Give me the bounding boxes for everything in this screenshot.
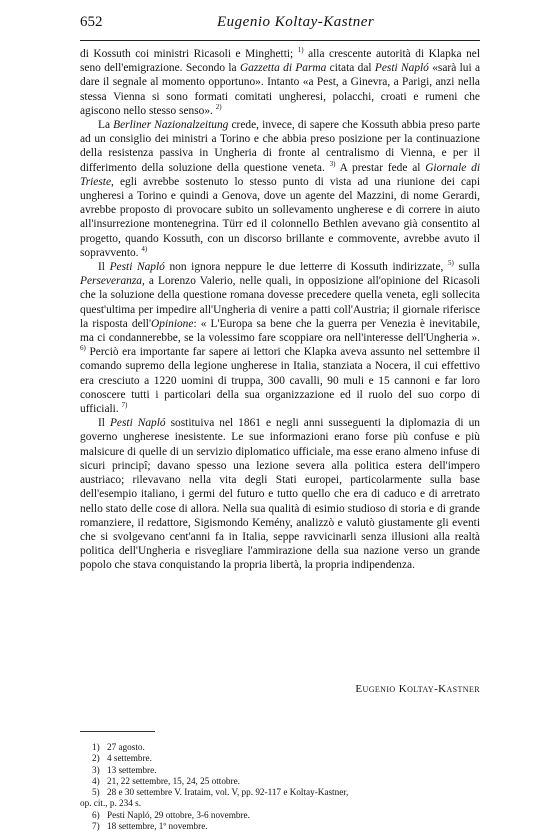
text-run: La <box>98 119 114 132</box>
footnote-ref: 7) <box>121 401 128 410</box>
footnote-ref: 2) <box>215 103 222 112</box>
text-run: «sarà lui a dare il segnale al momento opportuno». Intanto «a Pest, a Ginevra, a Parigi, anzi nella stessa Vienna si sono formati comitati ungheresi, polacchi, croati e rumeni che agiscono nello stesso senso». <box>80 62 480 117</box>
text-run: A prestar fede al <box>335 161 426 174</box>
italic-text: Pesti Napló <box>109 417 166 430</box>
footnote-ref: 6) <box>80 344 86 353</box>
paragraph <box>80 260 480 416</box>
footnote-text: 18 settembre, 1º novembre. <box>107 821 208 832</box>
footnote <box>80 776 480 787</box>
footnote-number: 2) <box>92 753 100 764</box>
italic-text: Pesti Napló <box>109 261 165 274</box>
footnote-text: Pesti Napló, 29 ottobre, 3-6 novembre. <box>107 809 250 820</box>
paragraph <box>80 47 480 118</box>
page-number: 652 <box>80 14 103 30</box>
author-signature: Eugenio Koltay-Kastner <box>355 683 480 695</box>
text-run: citata dal <box>326 62 375 75</box>
text-run: , a Lorenzo Valerio, nelle quali, in opposizione all'opinione del Ricasoli che la soluzione della questione romana dovesse precedere quella veneta, egli sollecita quest'ultima per impedire all'Ungheria di venire a patti coll'Austria; il giornale riferisce la risposta dell' <box>80 275 480 330</box>
footnote-continuation: op. cit., p. 234 s. <box>80 798 141 809</box>
text-run: di Kossuth coi ministri Ricasoli e Minghetti; <box>80 48 298 60</box>
italic-text: Gazzetta di Parma <box>239 62 327 75</box>
text-run: Il <box>98 261 110 274</box>
italic-text: Giornale di Trieste <box>80 161 480 188</box>
footnote <box>80 742 480 753</box>
text-run: sulla <box>453 261 480 274</box>
italic-text: Berliner Nazionalzeitung <box>113 119 229 132</box>
text-run: non ignora neppure le due letterre di Kossuth indirizzate, <box>164 261 448 274</box>
text-run: Il <box>98 417 110 430</box>
footnote-ref: 3) <box>329 159 336 168</box>
footnote-number: 5) <box>92 787 100 798</box>
paragraph <box>80 416 480 572</box>
footnote-number: 4) <box>92 775 100 786</box>
page-header <box>80 14 480 34</box>
text-run: crede, invece, di sapere che Kossuth abbia preso parte ad un consiglio dei ministri a Torino e che abbia preso posizione per la continuazione della resistenza passiva in Ungheria di fronte al centralismo di Vienna, e per il differimento della soluzione della questione veneta. <box>80 119 480 174</box>
paragraph <box>80 118 480 260</box>
header-rule <box>80 40 480 41</box>
text-run: Perciò era importante far sapere ai lettori che Klapka aveva assunto nel settembre il comando supremo della legione ungherese in Italia, stanziata a Nocera, il cui effettivo era cresciuto a 1220 uomini di truppa, 300 cavalli, 90 muli e 15 cannoni e far loro conoscere tutti i particolari della sua organizzazione ed il ruolo del suo corpo di ufficiali. <box>80 346 480 416</box>
footnote-number: 7) <box>92 821 100 832</box>
footnote-text: 13 settembre. <box>107 764 157 775</box>
footnote <box>80 753 480 764</box>
text-run: , egli avrebbe sostenuto lo stesso punto di vista ad una riunione dei capi ungheresi a Torino e quindi a Genova, dove un agente del Mazzini, di nome Gerardi, avrebbe proposto di provocare subito un sollevamento ungherese e di correre in aiuto all'insurrezione montenegrina. Türr ed il colonnello Bethlen avevano già consentito al progetto, quando Kossuth, con un discorso brillante e commovente, avrebbe avuto il sopravvento. <box>80 175 480 259</box>
footnote-text: 21, 22 settembre, 15, 24, 25 ottobre. <box>107 775 240 786</box>
text-run: : « L'Europa sa bene che la guerra per Venezia è inevitabile, ma ci condannerebbe, se la volessimo fare scoppiare ora nell'interesse dell'Ungheria ». <box>80 317 480 345</box>
italic-text: Perseveranza <box>80 275 142 288</box>
footnote-ref: 1) <box>297 46 304 55</box>
footnote-text: 28 e 30 settembre V. Irataim, vol. V, pp. 92-117 e Koltay-Kastner, <box>107 787 349 798</box>
footnote-text: 4 settembre. <box>107 753 152 764</box>
footnote-ref: 4) <box>141 245 148 254</box>
footnote <box>80 787 480 798</box>
footnote <box>80 810 480 821</box>
footnote-ref: 5) <box>448 259 454 268</box>
footnote-number: 3) <box>92 764 100 775</box>
footnotes <box>80 742 480 832</box>
italic-text: Opinione <box>151 317 194 330</box>
footnote <box>80 765 480 776</box>
footnote <box>80 821 480 832</box>
italic-text: Pesti Napló <box>374 62 429 75</box>
footnote-rule <box>80 731 155 732</box>
running-title: Eugenio Koltay-Kastner <box>217 14 375 30</box>
footnote-number: 1) <box>92 742 100 752</box>
footnote-text: 27 agosto. <box>107 742 145 752</box>
text-run: sostituiva nel 1861 e negli anni susseguenti la diplomazia di un governo ungherese inesistente. Le sue informazioni erano forse più confuse e più malsicure di quelle di un servizio diplomatico ufficiale, ma esse erano almeno infuse di sicuri principî; davano spesso una lezione severa alla politica estera dell'impero austriaco; rilevavano nella vita degli Stati europei, particolarmente sulla base dell'esempio italiano, i germi del futuro e tutto quello che era di caduco e di arretrato nello stato delle cose di allora. Nella sua qualità di esimio studioso di storia e di grande romanziere, il redattore, Sigismondo Kemény, analizzò e valutò giustamente gli eventi che si svolgevano cent'anni fa in Italia, seppe ravvicinarli senza illusioni alla realtà politica dell'Ungheria e risvegliare l'ammirazione della sua nazione verso un grande popolo che stava conquistando la propria libertà, la propria indipendenza. <box>80 417 480 572</box>
footnote-number: 6) <box>92 809 100 820</box>
text-run: alla crescente autorità di Klapka nel seno dell'emigrazione. Secondo la <box>80 48 480 75</box>
body-text <box>80 47 480 573</box>
